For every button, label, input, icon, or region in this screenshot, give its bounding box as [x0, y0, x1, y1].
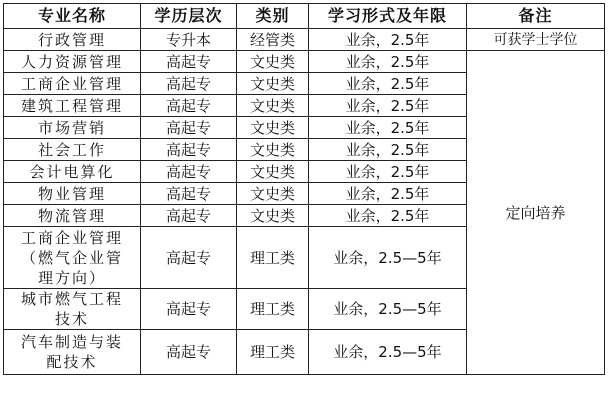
- form-cell: 业余，2.5年: [309, 161, 467, 183]
- program-table: [3, 3, 605, 375]
- major-line: 技术: [54, 310, 89, 328]
- major-line: 配技术: [46, 353, 98, 371]
- category-cell: 理工类: [237, 289, 309, 330]
- major-cell: 市场营销: [4, 117, 141, 139]
- form-cell: 业余，2.5—5年: [309, 289, 467, 330]
- form-cell: 业余，2.5年: [309, 183, 467, 205]
- level-cell: 高起专: [141, 95, 237, 117]
- table-row: [4, 29, 605, 51]
- form-cell: 业余，2.5年: [309, 95, 467, 117]
- level-cell: 高起专: [141, 51, 237, 73]
- form-cell: 业余，2.5—5年: [309, 330, 467, 375]
- level-cell: 高起专: [141, 161, 237, 183]
- form-cell: 业余，2.5年: [309, 117, 467, 139]
- category-cell: 经管类: [237, 29, 309, 51]
- category-cell: 理工类: [237, 227, 309, 289]
- level-cell: 高起专: [141, 117, 237, 139]
- header-row: [4, 4, 605, 29]
- major-line: 工商企业管理: [20, 228, 123, 247]
- category-cell: 文史类: [237, 183, 309, 205]
- level-cell: 高起专: [141, 227, 237, 289]
- form-cell: 业余，2.5年: [309, 205, 467, 227]
- note-bachelor: 可获学士学位: [467, 29, 605, 51]
- major-line: 汽车制造与装: [20, 333, 123, 351]
- major-cell: [4, 289, 141, 330]
- header-form: 学习形式及年限: [309, 4, 467, 29]
- major-line: （燃气企业管: [20, 248, 123, 267]
- major-cell: [4, 227, 141, 289]
- level-cell: 高起专: [141, 289, 237, 330]
- major-cell: 社会工作: [4, 139, 141, 161]
- level-cell: 高起专: [141, 73, 237, 95]
- level-cell: 专升本: [141, 29, 237, 51]
- form-cell: 业余，2.5年: [309, 51, 467, 73]
- category-cell: 文史类: [237, 95, 309, 117]
- header-major: 专业名称: [4, 4, 141, 29]
- level-cell: 高起专: [141, 205, 237, 227]
- form-cell: 业余，2.5年: [309, 139, 467, 161]
- major-cell: 会计电算化: [4, 161, 141, 183]
- form-cell: 业余，2.5—5年: [309, 227, 467, 289]
- note-directed: 定向培养: [467, 51, 605, 375]
- header-level: 学历层次: [141, 4, 237, 29]
- header-notes: 备注: [467, 4, 605, 29]
- level-cell: 高起专: [141, 330, 237, 375]
- category-cell: 文史类: [237, 73, 309, 95]
- category-cell: 文史类: [237, 51, 309, 73]
- level-cell: 高起专: [141, 183, 237, 205]
- major-cell: 工商企业管理: [4, 73, 141, 95]
- major-cell: 行政管理: [4, 29, 141, 51]
- major-cell: 人力资源管理: [4, 51, 141, 73]
- category-cell: 文史类: [237, 161, 309, 183]
- form-cell: 业余，2.5年: [309, 73, 467, 95]
- category-cell: 文史类: [237, 205, 309, 227]
- form-cell: 业余，2.5年: [309, 29, 467, 51]
- major-cell: 物业管理: [4, 183, 141, 205]
- major-line: 理方向）: [37, 268, 106, 287]
- major-cell: 物流管理: [4, 205, 141, 227]
- major-cell: 建筑工程管理: [4, 95, 141, 117]
- header-category: 类别: [237, 4, 309, 29]
- category-cell: 文史类: [237, 117, 309, 139]
- major-cell: [4, 330, 141, 375]
- table-row: [4, 51, 605, 73]
- level-cell: 高起专: [141, 139, 237, 161]
- category-cell: 理工类: [237, 330, 309, 375]
- major-line: 城市燃气工程: [20, 290, 123, 308]
- category-cell: 文史类: [237, 139, 309, 161]
